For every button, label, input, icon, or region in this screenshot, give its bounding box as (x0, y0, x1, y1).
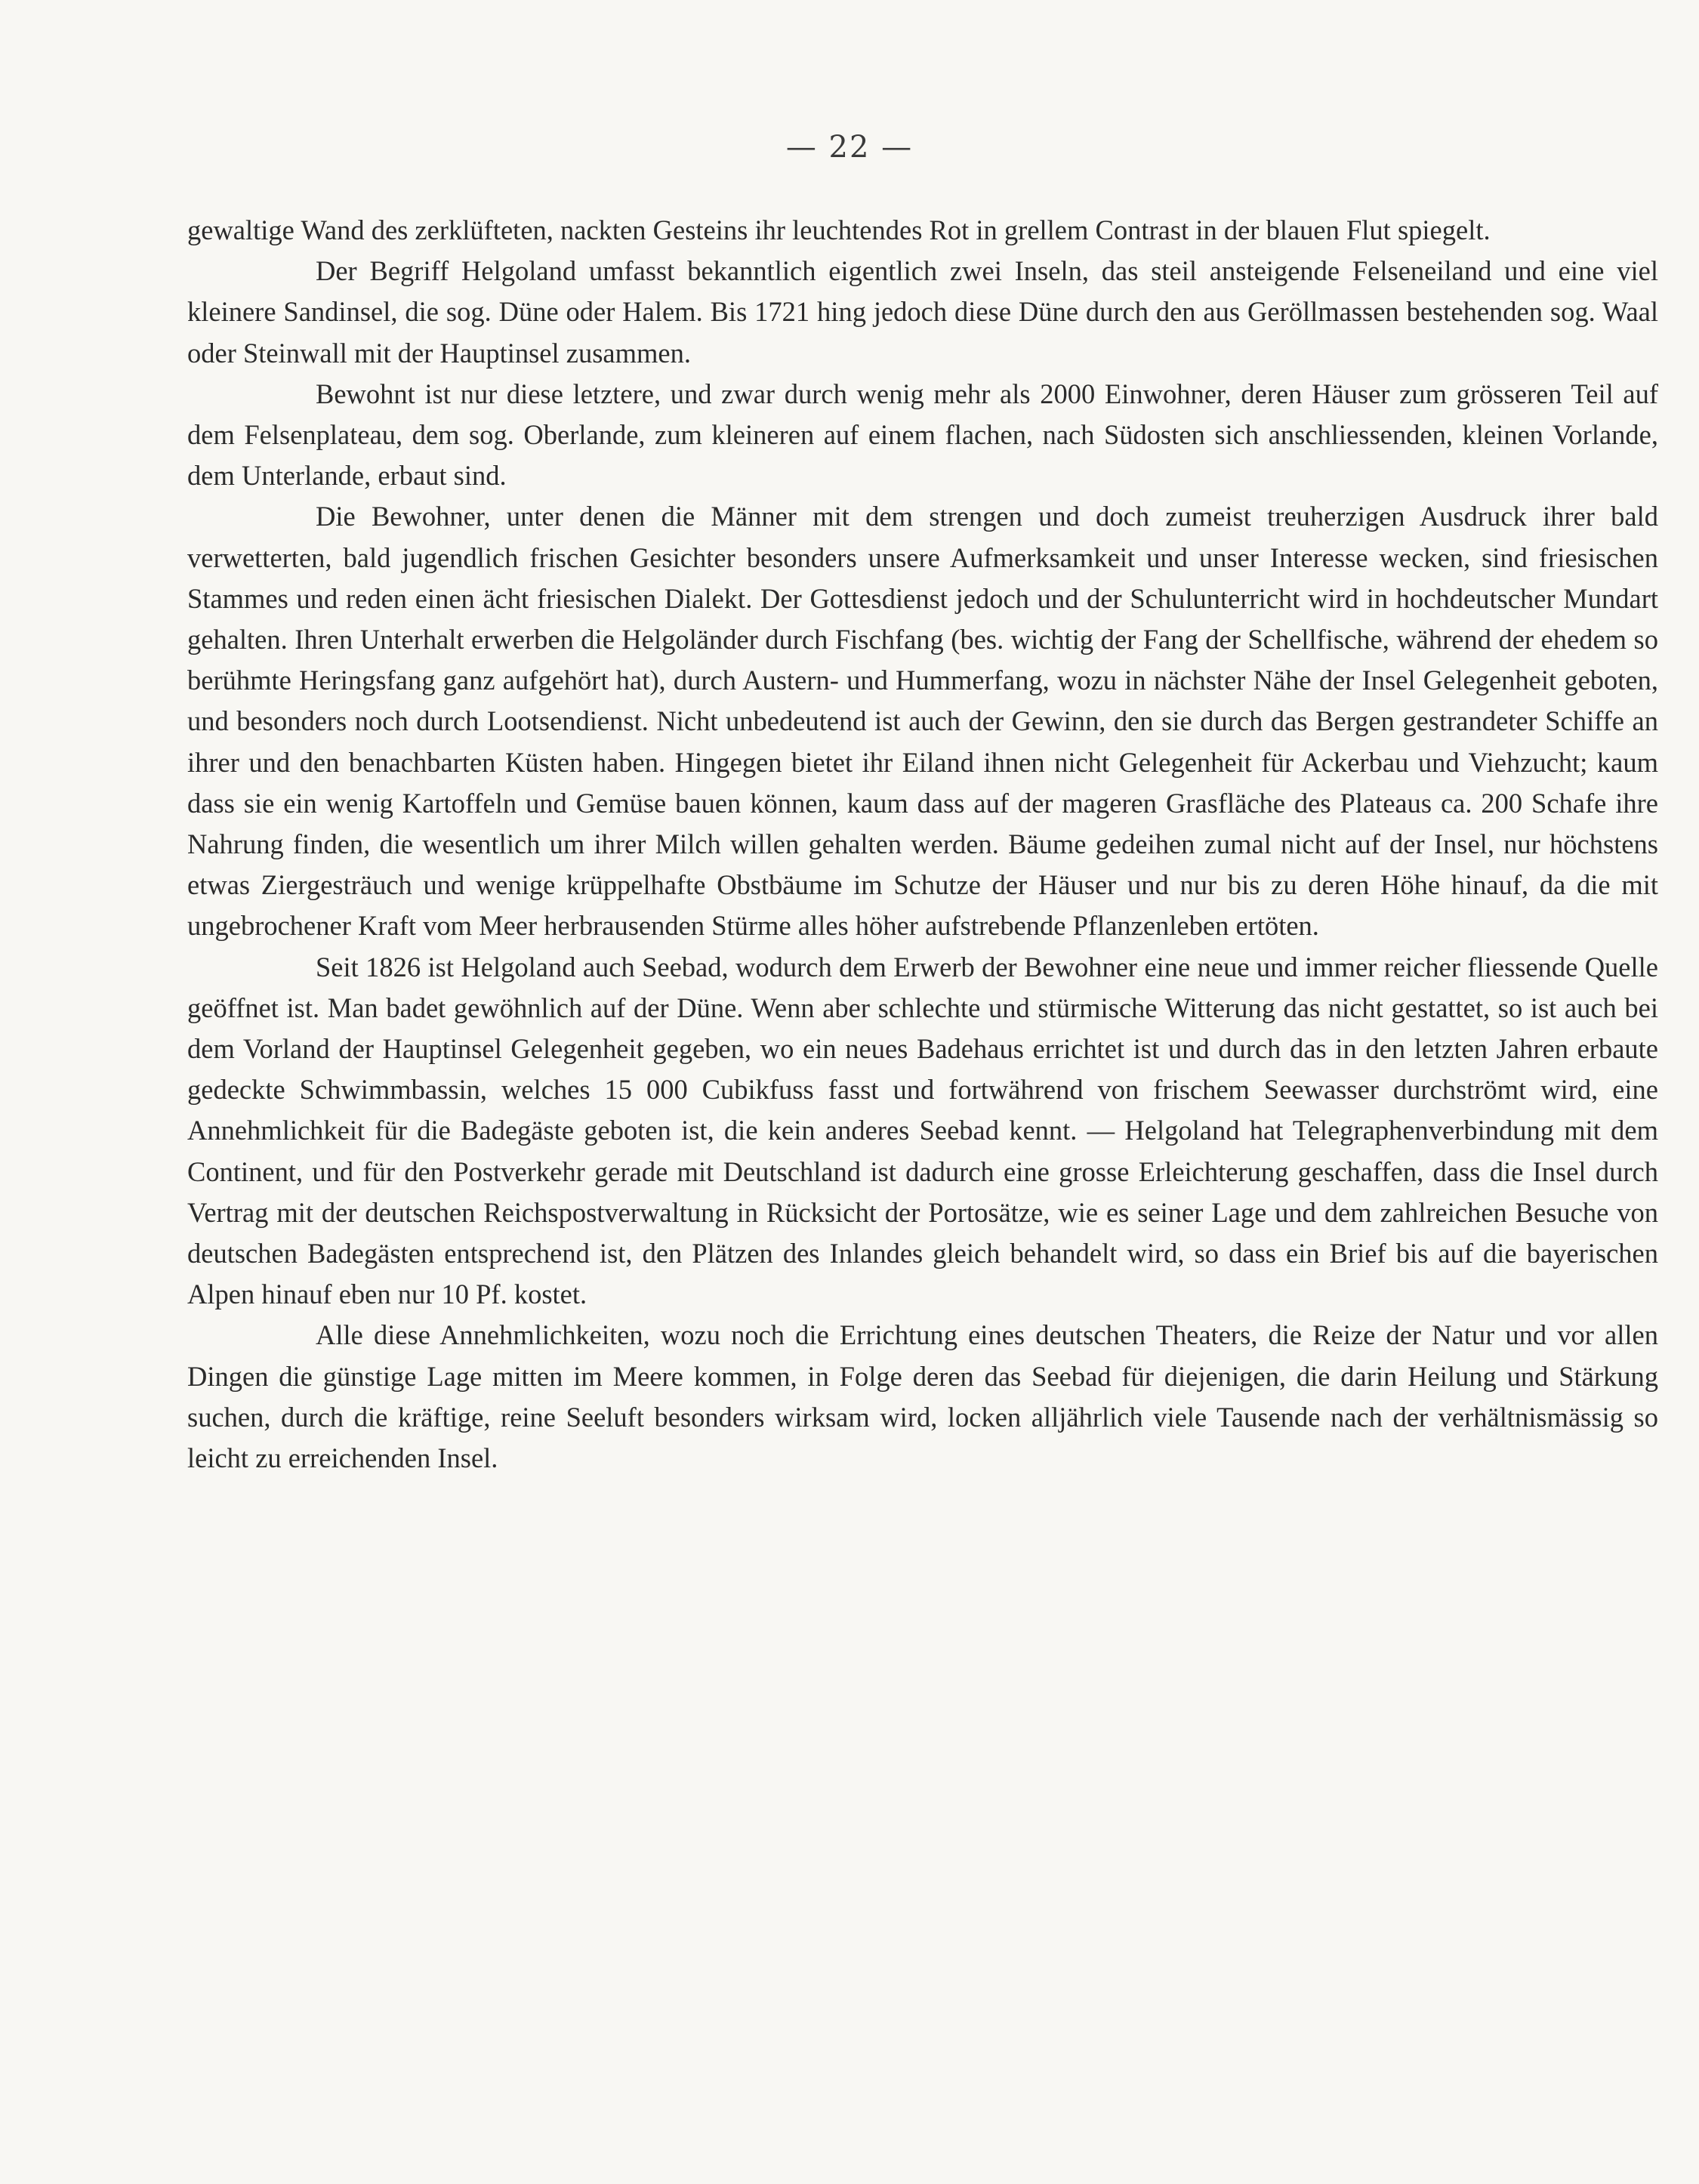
paragraph: Der Begriff Helgoland umfasst bekanntlich eigentlich zwei Inseln, das steil ansteigende Felseneiland und eine viel kleinere Sandinsel, die sog. Düne oder Halem. Bis 1721 hing jedoch diese Düne durch den aus Geröllmassen bestehenden sog. Waal oder Steinwall mit der Hauptinsel zusammen. (187, 255, 1658, 369)
paragraph: Alle diese Annehmlichkeiten, wozu noch die Errichtung eines deutschen Theaters, die Reize der Natur und vor allen Dingen die günstige Lage mitten im Meere kommen, in Folge deren das Seebad für diejenigen, die darin Heilung und Stärkung suchen, durch die kräftige, reine Seeluft besonders wirksam wird, locken alljährlich viele Tausende nach der verhältnismässig so leicht zu erreichenden Insel. (187, 1319, 1658, 1474)
paragraph: Bewohnt ist nur diese letztere, und zwar durch wenig mehr als 2000 Einwohner, deren Häuser zum grösseren Teil auf dem Felsenplateau, dem sog. Oberlande, zum kleineren auf einem flachen, nach Südosten sich anschliessenden, kleinen Vorlande, dem Unterlande, erbaut sind. (187, 378, 1658, 492)
paragraph: gewaltige Wand des zerklüfteten, nackten Gesteins ihr leuchtendes Rot in grellem Contrast in der blauen Flut spiegelt. (187, 214, 1491, 245)
body-text (187, 210, 1658, 1479)
page-number: — 22 — (785, 130, 914, 165)
paragraph: Die Bewohner, unter denen die Männer mit dem strengen und doch zumeist treuherzigen Ausdruck ihrer bald verwetterten, bald jugendlich frischen Gesichter besonders unsere Aufmerksamkeit und unser Interesse wecken, sind friesischen Stammes und reden einen ächt friesischen Dialekt. Der Gottesdienst jedoch und der Schulunterricht wird in hochdeutscher Mundart gehalten. Ihren Unterhalt erwerben die Helgoländer durch Fischfang (bes. wichtig der Fang der Schellfische, während der ehedem so berühmte Heringsfang ganz aufgehört hat), durch Austern- und Hummerfang, wozu in nächster Nähe der Insel Gelegenheit geboten, und besonders noch durch Lootsendienst. Nicht unbedeutend ist auch der Gewinn, den sie durch das Bergen gestrandeter Schiffe an ihrer und den benachbarten Küsten haben. Hingegen bietet ihr Eiland ihnen nicht Gelegenheit für Ackerbau und Viehzucht; kaum dass sie ein wenig Kartoffeln und Gemüse bauen können, kaum dass auf der mageren Grasfläche des Plateaus ca. 200 Schafe ihre Nahrung finden, die wesentlich um ihrer Milch willen gehalten werden. Bäume gedeihen zumal nicht auf der Insel, nur höchstens etwas Ziergesträuch und wenige krüppelhafte Obstbäume im Schutze der Häuser und nur bis zu deren Höhe hinauf, da die mit ungebrochener Kraft vom Meer herbrausenden Stürme alles höher aufstrebende Pflanzenleben ertöten. (187, 501, 1658, 942)
paragraph: Seit 1826 ist Helgoland auch Seebad, wodurch dem Erwerb der Bewohner eine neue und immer reicher fliessende Quelle geöffnet ist. Man badet gewöhnlich auf der Düne. Wenn aber schlechte und stürmische Witterung das nicht gestattet, so ist auch bei dem Vorland der Hauptinsel Gelegenheit gegeben, wo ein neues Badehaus errichtet ist und durch das in den letzten Jahren erbaute gedeckte Schwimmbassin, welches 15 000 Cubikfuss fasst und fortwährend von frischem Seewasser durchströmt wird, eine Annehmlichkeit für die Badegäste geboten ist, die kein anderes Seebad kennt. — Helgoland hat Telegraphenverbindung mit dem Continent, und für den Postverkehr gerade mit Deutschland ist dadurch eine grosse Erleichterung geschaffen, dass die Insel durch Vertrag mit der deutschen Reichspostverwaltung in Rücksicht der Portosätze, wie es seiner Lage und dem zahlreichen Besuche von deutschen Badegästen entsprechend ist, den Plätzen des Inlandes gleich behandelt wird, so dass ein Brief bis auf die bayerischen Alpen hinauf eben nur 10 Pf. kostet. (187, 951, 1658, 1310)
